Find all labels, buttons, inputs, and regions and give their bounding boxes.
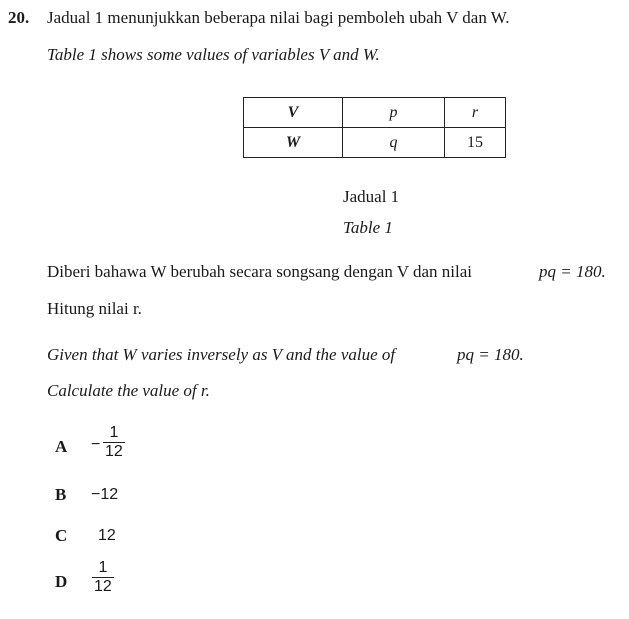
table-cell: V — [244, 98, 343, 128]
option-d-numerator: 1 — [98, 559, 108, 576]
malay-task: Hitung nilai r. — [47, 299, 142, 318]
option-a-numerator: 1 — [109, 424, 119, 441]
english-task: Calculate the value of r. — [47, 381, 210, 400]
option-d-fraction — [92, 559, 114, 596]
option-a-denominator: 12 — [105, 443, 123, 460]
english-intro: Table 1 shows some values of variables V and W. — [47, 45, 380, 64]
table-row — [244, 98, 506, 128]
table-caption-english: Table 1 — [343, 218, 393, 237]
table-row — [244, 128, 506, 158]
option-d-label: D — [55, 572, 68, 591]
option-a-sign: − — [91, 436, 101, 453]
malay-equation: pq = 180. — [539, 262, 606, 281]
table-cell: 15 — [445, 128, 506, 158]
option-b-label: B — [55, 485, 67, 504]
english-given: Given that W varies inversely as V and the value of — [47, 345, 396, 364]
table-caption-malay: Jadual 1 — [343, 187, 400, 206]
table-cell: q — [343, 128, 445, 158]
table-cell: r — [445, 98, 506, 128]
option-c-label: C — [55, 526, 68, 545]
option-b-value: −12 — [91, 486, 119, 503]
option-c-value: 12 — [98, 527, 116, 544]
option-a-fraction — [103, 424, 125, 461]
table-cell: p — [343, 98, 445, 128]
table-cell: W — [244, 128, 343, 158]
malay-given: Diberi bahawa W berubah secara songsang dengan V dan nilai — [47, 262, 473, 281]
english-equation: pq = 180. — [457, 345, 524, 364]
malay-intro: Jadual 1 menunjukkan beberapa nilai bagi pemboleh ubah V dan W. — [47, 8, 510, 27]
option-d-denominator: 12 — [94, 578, 112, 595]
option-a-label: A — [55, 437, 68, 456]
values-table — [243, 97, 506, 158]
question-number: 20. — [8, 8, 30, 27]
